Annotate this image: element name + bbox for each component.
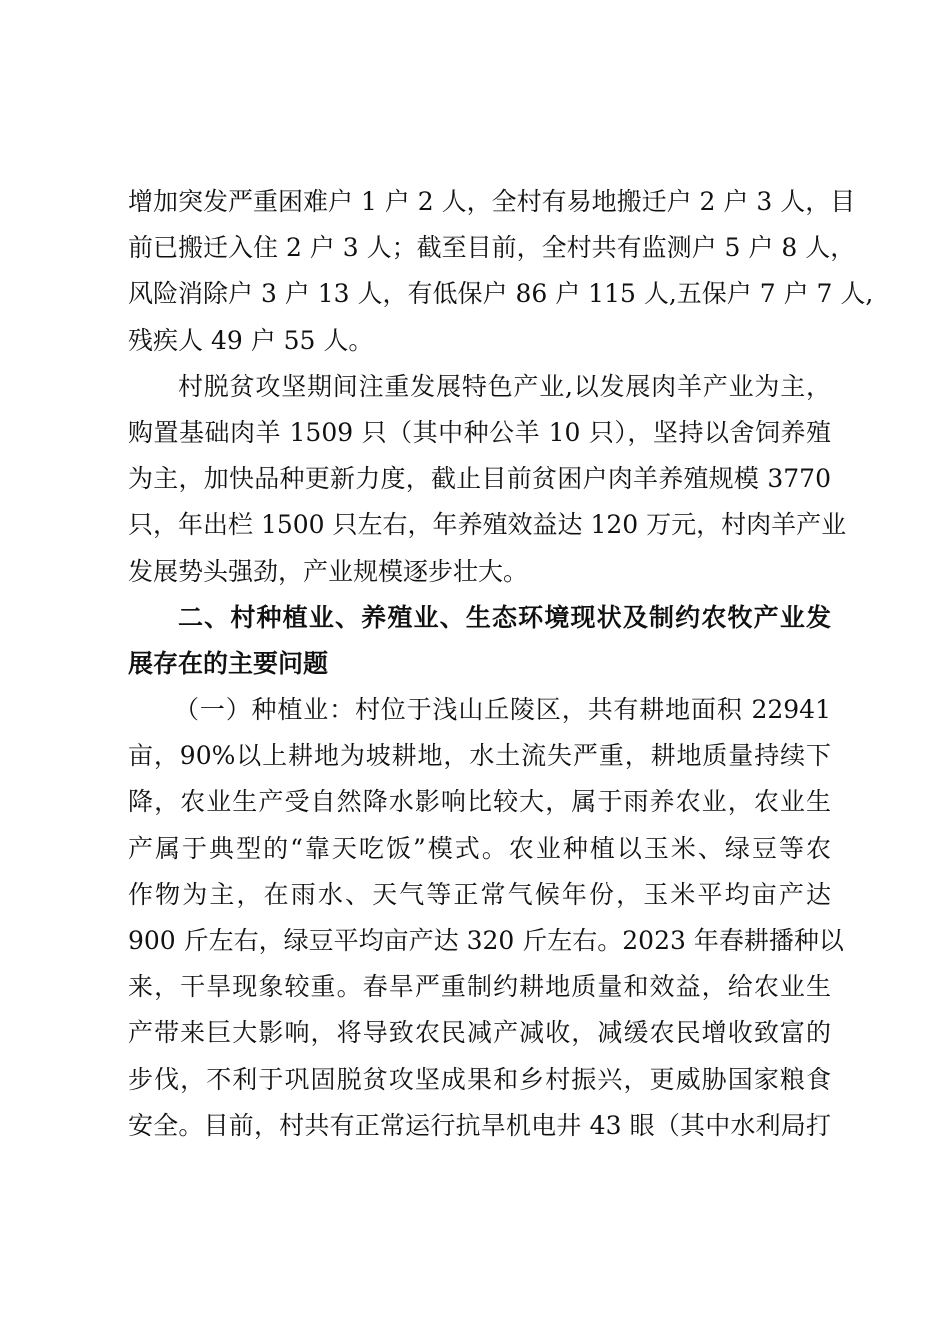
text-line: 产带来巨大影响，将导致农民减产减收，减缓农民增收致富的 — [128, 1018, 831, 1048]
text-line: 增加突发严重困难户 1 户 2 人，全村有易地搬迁户 2 户 3 人，目 — [128, 187, 856, 216]
paragraph-planting — [128, 687, 844, 1149]
text-line: 亩，90%以上耕地为坡耕地，水土流失严重，耕地质量持续下 — [128, 741, 831, 771]
text-line: 村脱贫攻坚期间注重发展特色产业,以发展肉羊产业为主， — [178, 371, 831, 401]
text-line: 步伐，不利于巩固脱贫攻坚成果和乡村振兴，更威胁国家粮食 — [128, 1064, 831, 1094]
text-line: 来，干旱现象较重。春旱严重制约耕地质量和效益，给农业生 — [128, 972, 831, 1002]
paragraph-household-stats — [128, 179, 874, 364]
text-line: （一）种植业：村位于浅山丘陵区，共有耕地面积 22941 — [174, 695, 831, 725]
paragraph-sheep-industry — [128, 364, 847, 595]
text-line: 发展势头强劲，产业规模逐步壮大。 — [128, 556, 529, 586]
text-line: 前已搬迁入住 2 户 3 人；截至目前，全村共有监测户 5 户 8 人， — [128, 233, 856, 263]
section-heading — [128, 595, 831, 687]
text-line: 风险消除户 3 户 13 人，有低保户 86 户 115 人,五保户 7 户 7 人, — [128, 279, 874, 309]
text-line: 安全。目前，村共有正常运行抗旱机电井 43 眼（其中水利局打 — [128, 1110, 831, 1140]
text-line: 作物为主，在雨水、天气等正常气候年份，玉米平均亩产达 — [128, 879, 831, 909]
text-line: 降，农业生产受自然降水影响比较大，属于雨养农业，农业生 — [128, 787, 831, 817]
heading-line: 二、村种植业、养殖业、生态环境现状及制约农牧产业发 — [178, 602, 831, 632]
text-line: 只，年出栏 1500 只左右，年养殖效益达 120 万元，村肉羊产业 — [128, 510, 847, 540]
text-line: 900 斤左右，绿豆平均亩产达 320 斤左右。2023 年春耕播种以 — [128, 926, 844, 955]
heading-line: 展存在的主要问题 — [128, 648, 329, 678]
text-line: 购置基础肉羊 1509 只（其中种公羊 10 只），坚持以舍饲养殖 — [128, 417, 831, 447]
document-page — [128, 179, 874, 1149]
text-line: 为主，加快品种更新力度，截止目前贫困户肉羊养殖规模 3770 — [128, 464, 831, 494]
text-line: 产属于典型的“靠天吃饭”模式。农业种植以玉米、绿豆等农 — [128, 833, 831, 863]
text-line: 残疾人 49 户 55 人。 — [128, 325, 374, 355]
